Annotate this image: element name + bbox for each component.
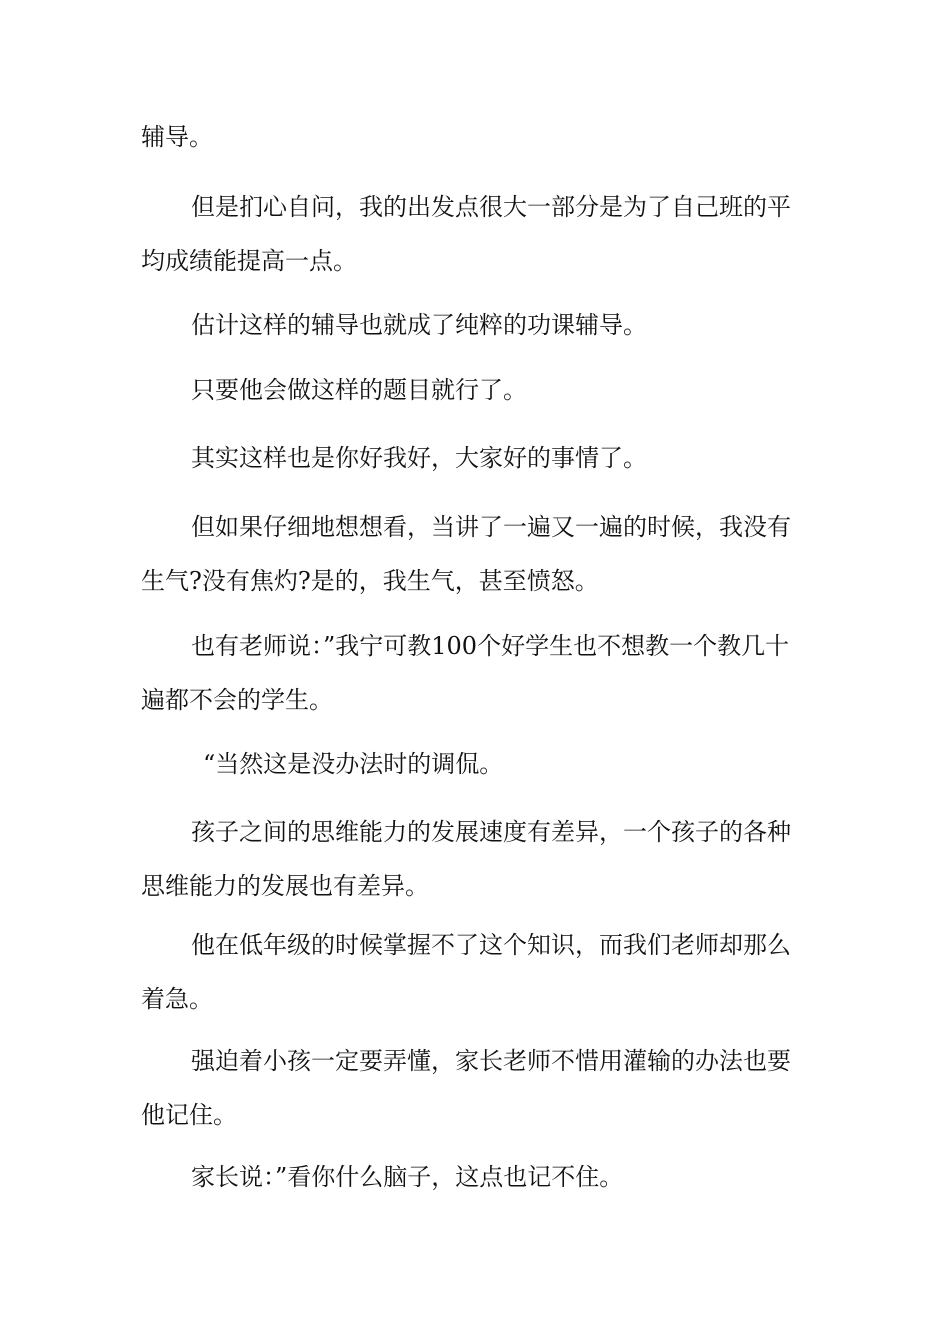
paragraph: 其实这样也是你好我好，大家好的事情了。	[191, 444, 647, 472]
paragraph: 他在低年级的时候掌握不了这个知识，而我们老师却那么着急。	[141, 931, 791, 1013]
paragraph: 但是扪心自问，我的出发点很大一部分是为了自己班的平均成绩能提高一点。	[141, 193, 791, 275]
paragraph: 也有老师说：”我宁可教100个好学生也不想教一个教几十遍都不会的学生。	[141, 632, 790, 714]
paragraph: 孩子之间的思维能力的发展速度有差异，一个孩子的各种思维能力的发展也有差异。	[141, 818, 791, 900]
paragraph: 辅导。	[141, 123, 213, 151]
paragraph: 但如果仔细地想想看，当讲了一遍又一遍的时候，我没有生气?没有焦灼?是的，我生气，甚至愤怒。	[141, 513, 791, 595]
paragraph: “当然这是没办法时的调侃。	[203, 750, 504, 778]
paragraph: 只要他会做这样的题目就行了。	[191, 376, 527, 404]
paragraph: 强迫着小孩一定要弄懂，家长老师不惜用灌输的办法也要他记住。	[141, 1047, 791, 1129]
paragraph: 家长说：”看你什么脑子，这点也记不住。	[191, 1163, 624, 1191]
paragraph: 估计这样的辅导也就成了纯粹的功课辅导。	[191, 311, 647, 339]
